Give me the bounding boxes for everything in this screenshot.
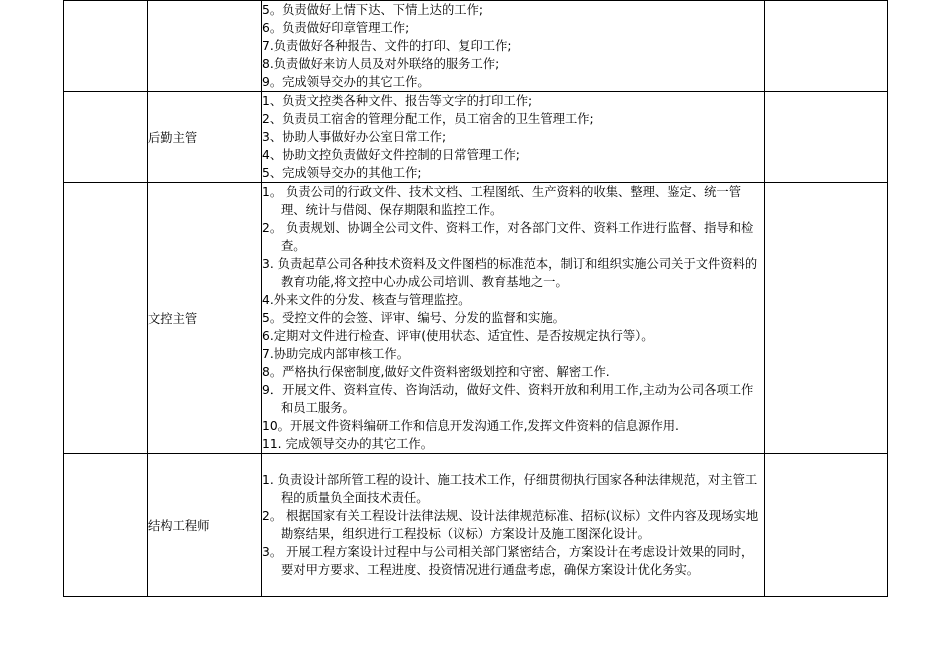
blank-cell	[765, 92, 888, 183]
duty-line: 5。负责做好上情下达、下情上达的工作;	[262, 3, 484, 17]
duty-line: 6.定期对文件进行检查、评审(使用状态、适宜性、是否按规定执行等）。	[262, 329, 654, 343]
role-cell: 文控主管	[148, 183, 262, 454]
duty-line: 2、负责员工宿舍的管理分配工作，员工宿舍的卫生管理工作;	[262, 112, 594, 126]
blank-cell	[64, 454, 148, 597]
role-cell: 结构工程师	[148, 454, 262, 597]
duties-cell	[262, 183, 765, 454]
duty-line: 5。受控文件的会签、评审、编号、分发的监督和实施。	[262, 311, 565, 325]
role-cell: 后勤主管	[148, 92, 262, 183]
duty-line: 6。负责做好印章管理工作;	[262, 21, 410, 35]
duties-cell	[262, 1, 765, 92]
duty-line: 3。 开展工程方案设计过程中与公司相关部门紧密结合，方案设计在考虑设计效果的同时，要对甲方要求、工程进度、投资情况进行通盘考虑，确保方案设计优化务实。	[262, 545, 754, 577]
duty-line: 4.外来文件的分发、核查与管理监控。	[262, 293, 471, 307]
duty-line: 1。 负责公司的行政文件、技术文档、工程图纸、生产资料的收集、整理、鉴定、统一管理、统计与借阅、保存期限和监控工作。	[262, 185, 742, 217]
blank-cell	[765, 454, 888, 597]
duty-line: 1、负责文控类各种文件、报告等文字的打印工作;	[262, 94, 533, 108]
table-row	[64, 92, 888, 183]
duty-line: 8。严格执行保密制度,做好文件资料密级划控和守密、解密工作.	[262, 365, 610, 379]
duty-line: 7.协助完成内部审核工作。	[262, 347, 409, 361]
duty-line: 3、协助人事做好办公室日常工作;	[262, 130, 447, 144]
table-row	[64, 183, 888, 454]
duty-line: 9。完成领导交办的其它工作。	[262, 75, 430, 89]
table-row	[64, 454, 888, 597]
duty-line: 8.负责做好来访人员及对外联络的服务工作;	[262, 57, 500, 71]
duty-line: 10。开展文件资料编研工作和信息开发沟通工作,发挥文件资料的信息源作用.	[262, 419, 679, 433]
duties-cell	[262, 92, 765, 183]
table-row	[64, 1, 888, 92]
blank-cell	[64, 92, 148, 183]
duties-cell	[262, 454, 765, 597]
duty-line: 7.负责做好各种报告、文件的打印、复印工作;	[262, 39, 512, 53]
duty-line: 1. 负责设计部所管工程的设计、施工技术工作，仔细贯彻执行国家各种法律规范，对主管工程的质量负全面技术责任。	[262, 473, 758, 505]
blank-cell	[765, 1, 888, 92]
blank-cell	[64, 183, 148, 454]
role-cell	[148, 1, 262, 92]
duty-line: 2。 根据国家有关工程设计法律法规、设计法律规范标准、招标(议标）文件内容及现场实地勘察结果，组织进行工程投标（议标）方案设计及施工图深化设计。	[262, 509, 759, 541]
duty-line: 2。 负责规划、协调全公司文件、资料工作，对各部门文件、资料工作进行监督、指导和检查。	[262, 221, 754, 253]
blank-cell	[64, 1, 148, 92]
duty-line: 3. 负责起草公司各种技术资料及文件图档的标准范本，制订和组织实施公司关于文件资料的教育功能,将文控中心办成公司培训、教育基地之一。	[262, 257, 758, 289]
duty-line: 11. 完成领导交办的其它工作。	[262, 437, 434, 451]
duty-line: 5、完成领导交办的其他工作;	[262, 166, 422, 180]
duty-line: 9．开展文件、资料宣传、咨询活动，做好文件、资料开放和利用工作,主动为公司各项工作和员工服务。	[262, 383, 754, 415]
duty-line: 4、协助文控负责做好文件控制的日常管理工作;	[262, 148, 520, 162]
blank-cell	[765, 183, 888, 454]
job-duties-table	[63, 0, 888, 597]
